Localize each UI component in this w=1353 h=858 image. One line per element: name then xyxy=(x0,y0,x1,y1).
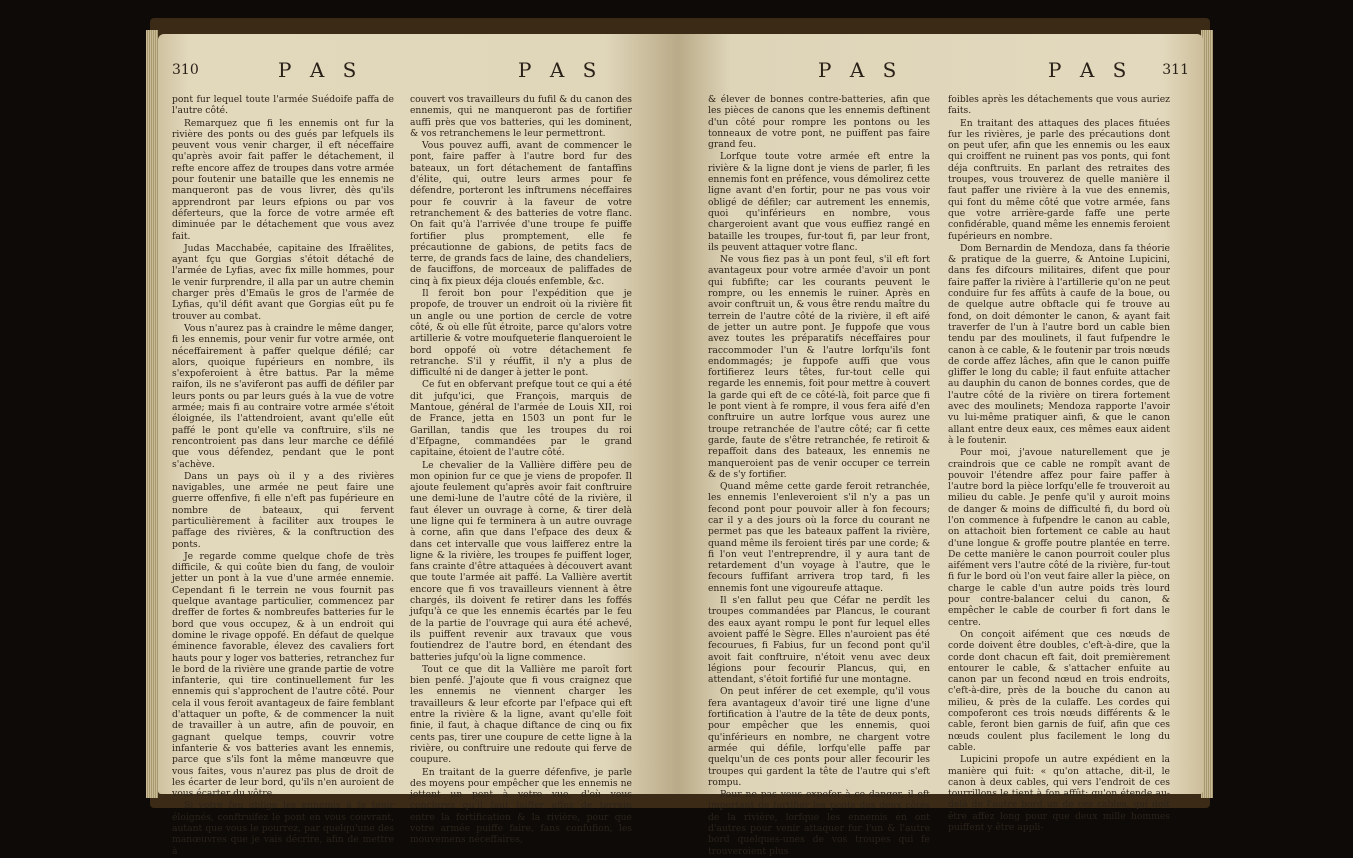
running-title: P A S xyxy=(278,58,363,82)
paragraph: On peut inférer de cet exemple, qu'il vous fera avantageux d'avoir tiré une ligne d'une fortification à l'autre de la tête de deux ponts, pour empêcher que les ennemis, quoi qu'inférieurs en nombre, ne chargent votre armée qui défile, lorfqu'elle paffe par quelqu'un de ces ponts pour aller fecourir les troupes qui gardent la tête de l'autre qui s'eft rompu. xyxy=(708,686,930,788)
paragraph: Dans un pays où il y a des rivières navigables, une armée ne peut faire une guerre offenfive, fi elle n'eft pas fupérieure en nombre de bateaux, qui fervent particulièrement à faciliter aux troupes le paffage des rivières, & la conftruction des ponts. xyxy=(172,470,394,550)
paragraph: Vous n'aurez pas à craindre le même danger, fi les ennemis, pour venir fur votre armée, ont néceffairement à paffer quelque défilé; car alors, quoique fupérieurs en nombre, ils s'expoferoient à être battus. Par la même raifon, ils ne s'aviferont pas auffi de défiler par leurs ponts ou par leurs gués à la vue de votre armée; mais fi au contraire votre armée s'étoit éloignée, ils l'attendroient, avant qu'elle eût paffé le pont qu'elle va conftruire, s'ils ne rencontroient pas dans leur marche ce défilé que vous défendez, pendant que le pont s'achève. xyxy=(172,322,394,470)
paragraph: Le chevalier de la Vallière diffère peu de mon opinion fur ce que je viens de propofer. Il ajoute feulement qu'après avoir fait conftruire une demi-lune de l'autre côté de la rivière, il faut élever un ouvrage à corne, & tirer delà une ligne qui fe terminera à un autre ouvrage à corne, afin que dans l'efpace des deux & dans cet intervalle que vous laifferez entre la ligne & la rivière, les troupes fe puiffent loger, fans crainte d'être attaquées à découvert avant que toute l'armée ait paffé. La Vallière avertit encore que fi vos travailleurs viennent à être chargés, ils doivent fe retirer dans les foffés jufqu'à ce que les ennemis écartés par le feu de la partie de l'ouvrage qui aura été achevé, ils puiffent revenir aux travaux que vous foutiendrez de l'autre bord, en étendant des batteries jufqu'où la ligne commence. xyxy=(410,459,632,663)
left-page-edges xyxy=(146,30,158,798)
text-column xyxy=(708,94,930,858)
paragraph: Judas Macchabée, capitaine des Ifraëlites, ayant fçu que Gorgias s'étoit détaché de l'armée de Lyfias, avec fix mille hommes, pour le venir furprendre, il alla par un autre chemin charger près d'Emaüs le gros de l'armée de Lyfias, qu'il défit avant que Gorgias eût pu fe trouver au combat. xyxy=(172,242,394,322)
paragraph: Je regarde comme quelque chofe de très difficile, & qui coûte bien du fang, de vouloir jetter un pont à la vue d'une armée ennemie. Cependant fi le terrein ne vous fournit pas quelque avantage particulier, commencez par dreffer de fortes & nombreufes batteries fur le bord que vous occupez, & à un endroit qui domine le rivage oppofé. En défaut de quelque éminence favorable, élevez des cavaliers fort hauts pour y loger vos batteries, retranchez fur le bord de la rivière une grande partie de votre infanterie, qui tire continuellement fur les ennemis qui s'approchent de l'autre côté. Pour cela il vous feroit avantageux de faire femblant d'attaquer un pofte, & de commencer la nuit de travailler à un autre, afin de pouvoir, en gagnant quelque temps, couvrir votre infanterie & vos batteries avant les ennemis, parce que s'ils font la même manœuvre que vous faites, vous n'aurez pas plus de droit de les écarter de leur bord, qu'ils n'en auroient de vous écarter du vôtre. xyxy=(172,550,394,800)
paragraph: On conçoit aifément que ces nœuds de corde doivent être doubles, c'eft-à-dire, que la corde dont chacun eft fait, doit premièrement entourer le cable, & s'attacher enfuite au canon par un fecond nœud en trois endroits, c'eft-à-dire, près de la bouche du canon au milieu, & près de la culaffe. Les cordes qui compoferont ces trois nœuds différents & le cable, feront bien garnis de fuif, afin que ces nœuds coulent plus facilement le long du cable. xyxy=(948,628,1170,753)
paragraph: Pour ne pas vous expofer à ce danger, il eft important de fortifier les ponts des deux côtés de la rivière, lorfque les ennemis en ont d'autres pour venir attaquer fur l'un & l'autre bord quelques-unes de vos troupes qui fe trouveroient plus xyxy=(708,789,930,857)
paragraph: Lupicini propofe un autre expédient en la manière qui fuit: « qu'on attache, dit-il, le canon à deux cables, qui vers l'endroit de ces tourrillons le tient à fon affût; qu'on étende au-delà de l'autre bord un de ces cables, qui doit être affez long pour que deux mille hommes puiffent y être appli- xyxy=(948,754,1170,833)
paragraph: Remarquez que fi les ennemis ont fur la rivière des ponts ou des gués par lefquels ils peuvent vous venir charger, il eft néceffaire qu'après avoir fait paffer le détachement, il refte encore affez de troupes dans votre armée pour foutenir une bataille que les ennemis ne manqueront pas de vous livrer, dès qu'ils apprendront par leurs efpions ou par vos déferteurs, que la force de votre armée eft diminuée par le détachement que vous avez fait. xyxy=(172,117,394,242)
paragraph: Dom Bernardin de Mendoza, dans fa théorie & pratique de la guerre, & Antoine Lupicini, dans fes difcours militaires, difent que pour faire paffer la rivière à l'artillerie qu'on ne peut conduire fur fes affûts à caufe de la boue, ou de quelque autre obftacle qui fe trouve au fond, on doit démonter le canon, & ayant fait traverfer de l'un à l'autre bord un cable bien tendu par des moulinets, il faut fufpendre le canon à ce cable, & le foutenir par trois nœuds de corde affez lâches, afin que le canon puiffe gliffer le long du cable; il faut enfuite attacher au dauphin du canon de bonnes cordes, que de l'autre côté de la rivière on tirera fortement avec des moulinets; Mendoza rapporte l'avoir vu lui-même pratiquer ainfi, & que le canon allant entre deux eaux, ces mêmes eaux aident à le foutenir. xyxy=(948,242,1170,446)
right-page xyxy=(678,34,1203,857)
paragraph: Ce fut en obfervant prefque tout ce qui a été dit jufqu'ici, que François, marquis de Mantoue, général de l'armée de Louis XII, roi de France, jetta en 1503 un pont fur le Garillan, tandis que les troupes du roi d'Efpagne, commandées par le grand capitaine, étoient de l'autre côté. xyxy=(410,379,632,459)
paragraph: Pour moi, j'avoue naturellement que je craindrois que ce cable ne rompît avant de pouvoir l'étendre affez pour faire paffer à l'autre bord la pièce lorfqu'elle fe trouveroit au milieu du cable. Je penfe qu'il y auroit moins de danger & moins de difficulté fi, du bord où l'on commence à fufpendre le canon au cable, on attachoit bien fortement ce cable au haut d'une longue & groffe poutre plantée en terre. De cette manière le canon pourroit couler plus aifément vers l'autre côté de la rivière, fur-tout fi fur le bord où l'on veut faire aller la pièce, on charge le cable d'un autre poids très lourd pour contre-balancer celui du canon, & empêcher le cable de courber fi fort dans le centre. xyxy=(948,447,1170,628)
paragraph: Ne vous fiez pas à un pont feul, s'il eft fort avantageux pour votre armée d'avoir un pont qui fubfifte; car les courants peuvent le rompre, ou les ennemis le ruiner. Après en avoir conftruit un, & vous être rendu maître du terrein de l'autre côté de la rivière, il eft aifé de jetter un autre pont. Je fuppofe que vous avez toutes les préparatifs néceffaires pour raccommoder l'un & l'autre lorfqu'ils font endommagés; je fuppofe auffi que vous fortifierez leurs têtes, fur-tout celle qui regarde les ennemis, foit pour mettre à couvert la garde qui eft de ce côté-là, foit parce que fi le pont vient à fe rompre, il vous fera aifé d'en conftruire un autre lorfque vous aurez une troupe retranchée de l'autre côté; car fi cette garde, faute de s'être retranchée, fe retiroit & repaffoit dans des bateaux, les ennemis ne manqueroient pas de venir occuper ce terrein & de s'y fortifier. xyxy=(708,254,930,480)
paragraph: Tout ce que dit la Vallière me paroît fort bien penfé. J'ajoute que fi vous craignez que les ennemis ne viennent charger les travailleurs & leur efcorte par l'efpace qui eft entre la rivière & la ligne, avant qu'elle foit finie, il faut, à chaque diftance de cinq ou fix cents pas, tirer une coupure de cette ligne à la rivière, ou conftruire une redoute qui ferve de coupure. xyxy=(410,663,632,766)
page-number: 310 xyxy=(172,62,199,78)
running-title: P A S xyxy=(518,58,603,82)
paragraph: Vous pouvez auffi, avant de commencer le pont, faire paffer à l'autre bord fur des bateaux, un fort détachement de fantaffins d'élite, qui, outre leurs armes pour fe défendre, porteront les inftrumens néceffaires pour fe couvrir à la faveur de votre retranchement & des batteries de votre flanc. On fait qu'à l'arrivée d'une troupe fe puiffe fortifier plus promptement, elle fe précautionne de gabions, de petits facs de terre, de grands facs de laine, des chandeliers, de fauciffons, de morceaux de paliffades de cinq à fix pieux déja cloués enfemble, &c. xyxy=(410,140,632,287)
paragraph: pont fur lequel toute l'armée Suédoife paffa de l'autre côté. xyxy=(172,94,394,117)
running-title: P A S xyxy=(1048,58,1133,82)
text-column xyxy=(948,94,1170,834)
paragraph: En traitant de la guerre défenfive, je parle des moyens pour empêcher que les ennemis ne jettent un pont à votre vue, d'où vous conclurez qu'il faut laiffer affez de terrein entre la fortification & la rivière, pour que votre armée puiffe faire, fans confufion, les mouvemens néceffaires, xyxy=(410,766,632,846)
text-column xyxy=(410,94,632,847)
page-number: 311 xyxy=(1162,62,1189,78)
paragraph: Il feroit bon pour l'expédition que je propofe, de trouver un endroit où la rivière fit un angle ou une portion de cercle de votre côté, & où elle fût étroite, parce qu'alors votre artillerie & votre moufqueterie flanqueroient le bord oppofé où votre détachement fe retranche. S'il y réuffit, il n'y a plus de difficulté ni de danger à jetter le pont. xyxy=(410,288,632,379)
text-column xyxy=(172,94,394,858)
paragraph: Il s'en fallut peu que Céfar ne perdît les troupes commandées par Plancus, le courant des eaux ayant rompu le pont fur lequel elles avoient paffé le Sègre. Elles n'auroient pas été fecourues, fi Fabius, fur un fecond pont qu'il avoit fait conftruire, n'étoit venu avec deux légions pour fecourir Plancus, qui, en attendant, s'étoit fortifié fur une montagne. xyxy=(708,595,930,686)
paragraph: couvert vos travailleurs du fufil & du canon des ennemis, qui ne manqueront pas de fortifier auffi près que vos batteries, qui les dominent, & vos retranchemens le leur permettront. xyxy=(410,94,632,139)
paragraph: Quand même cette garde feroit retranchée, les ennemis l'enleveroient s'il n'y a pas un fecond pont pour pouvoir aller à fon fecours; car il y a des jours où la force du courant ne permet pas que les bateaux paffent la rivière, quand même ils feroient tirés par une corde; & fi l'on veut l'entreprendre, il y aura tant de retardement d'un voyage à l'autre, que le fecours fuffifant arrivera trop tard, fi les ennemis font une vigoureufe attaque. xyxy=(708,481,930,594)
paragraph: foibles après les détachements que vous auriez faits. xyxy=(948,94,1170,117)
left-page-header xyxy=(158,56,678,82)
left-page xyxy=(158,34,678,857)
running-title: P A S xyxy=(818,58,903,82)
right-page-header xyxy=(678,56,1203,82)
paragraph: Si votre feu oblige les ennemis à fe tenir éloignés, conftruifez le pont en vous couvrant, autant que vous le pourrez, par quelqu'une des manœuvres que je vais décrire, afin de mettre à xyxy=(172,800,394,857)
paragraph: Lorfque toute votre armée eft entre la rivière & la ligne dont je viens de parler, fi les ennemis font en préfence, vous démolirez cette ligne avant d'en fortir, pour ne pas vous voir obligé de défiler; car autrement les ennemis, quoi qu'inférieurs en nombre, vous chargeroient avant que vous euffiez rangé en bataille les troupes, fur-tout fi, par leur front, ils peuvent attaquer votre flanc. xyxy=(708,151,930,253)
paragraph: & élever de bonnes contre-batteries, afin que les pièces de canons que les ennemis deftinent d'un côté pour rompre les pontons ou les tonneaux de votre pont, ne puiffent pas faire grand feu. xyxy=(708,94,930,151)
paragraph: En traitant des attaques des places fituées fur les rivières, je parle des précautions dont on peut ufer, afin que les ennemis ou les eaux qui croiffent ne ruinent pas vos ponts, qui font déja conftruits. En parlant des retraites des troupes, vous trouverez de quelle manière il faut paffer une rivière à la vue des ennemis, qui font du même côté que votre armée, fans que votre arrière-garde faffe une perte confidérable, quand même les ennemis feroient fupérieurs en nombre. xyxy=(948,117,1170,242)
